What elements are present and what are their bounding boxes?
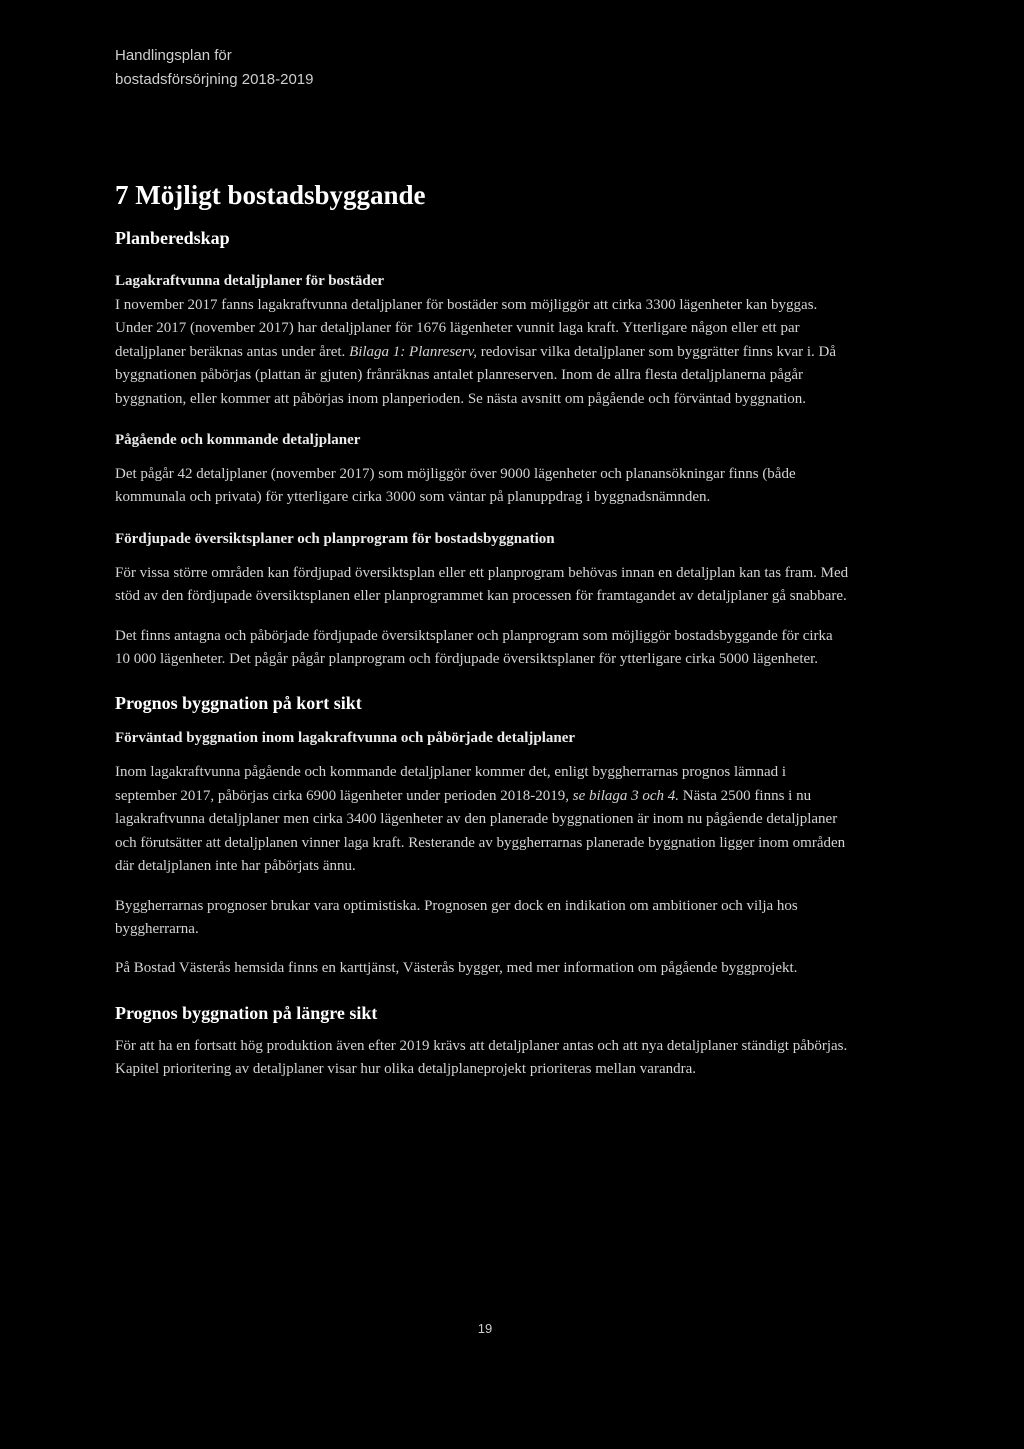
paragraph-text: Inom lagakraftvunna pågående och kommande detaljplaner kommer det, enligt byggherrarnas prognos lämnad i september 2017, påbörjas cirka 6900 lägenheter under perioden 2018-2019, — [115, 764, 787, 804]
paragraph-forvantad-1 — [115, 761, 850, 878]
subheading-fordjupade: Fördjupade översiktsplaner och planprogram för bostadsbyggnation — [115, 530, 555, 547]
section-heading-langre-sikt: Prognos byggnation på längre sikt — [115, 1002, 378, 1023]
paragraph-text: I november 2017 fanns lagakraftvunna detaljplaner för bostäder som möjliggör att cirka 3300 lägenheter kan byggas. Under 2017 (november 2017) har detaljplaner för 1676 lägenheter vunnit laga kraft. Ytterligare någon eller ett par detaljplaner beräknas antas under året. — [115, 297, 818, 360]
section-heading-kort-sikt: Prognos byggnation på kort sikt — [115, 693, 362, 714]
subheading-pagaende: Pågående och kommande detaljplaner — [115, 432, 361, 449]
paragraph-langre-sikt: För att ha en fortsatt hög produktion även efter 2019 krävs att detaljplaner antas och att nya detaljplaner ständigt påbörjas. Kapitel prioritering av detaljplaner visar hur olika detaljplaneprojekt prioriteras mellan varandra. — [115, 1037, 848, 1078]
running-header-line-1: Handlingsplan för — [115, 47, 232, 64]
page-body — [115, 178, 850, 1082]
paragraph-text-continued: redovisar vilka detaljplaner som byggrätter finns kvar i. Då byggnationen påbörjas (plattan är gjuten) frånräknas antalet planreserven. Inom de allra flesta detaljplanerna pågår byggnation, eller kommer att påbörjas inom planperioden. Se nästa avsnitt om pågående och förväntad byggnation. — [115, 343, 837, 407]
running-header-line-2: bostadsförsörjning 2018-2019 — [115, 71, 314, 88]
subheading-forvantad: Förväntad byggnation inom lagakraftvunna och påbörjade detaljplaner — [115, 730, 576, 747]
paragraph-forvantad-2: Byggherrarnas prognoser brukar vara optimistiska. Prognosen ger dock en indikation om ambitioner och vilja hos byggherrarna. — [115, 897, 798, 937]
paragraph-lagakraftvunna — [115, 294, 850, 411]
reference-bilaga-1: Bilaga 1: Planreserv, — [349, 343, 477, 360]
paragraph-text-continued: Nästa 2500 finns i nu lagakraftvunna detaljplaner men cirka 3400 lägenheter av den planerade byggnationen är inom nu pågående detaljplaner och förutsätter att detaljplanen vinner laga kraft. Resterande av byggherrarnas planerade byggnation ligger inom områden där detaljplanen inte har påbörjats ännu. — [115, 787, 846, 875]
running-header — [115, 44, 313, 92]
paragraph-fordjupade-2: Det finns antagna och påbörjade fördjupade översiktsplaner och planprogram som möjliggör bostadsbyggande för cirka 10 000 lägenheter. Det pågår pågår planprogram och fördjupade översiktsplaner för ytterligare cirka 5000 lägenheter. — [115, 627, 833, 668]
chapter-title: 7 Möjligt bostadsbyggande — [115, 180, 426, 210]
reference-bilaga-3-4: se bilaga 3 och 4. — [572, 787, 680, 804]
paragraph-pagaende: Det pågår 42 detaljplaner (november 2017) som möjliggör över 9000 lägenheter och planansökningar finns (både kommunala och privata) för ytterligare cirka 3000 som väntar på planuppdrag i byggnadsnämnden. — [115, 466, 796, 506]
subheading-lagakraftvunna: Lagakraftvunna detaljplaner för bostäder — [115, 273, 385, 289]
paragraph-forvantad-3: På Bostad Västerås hemsida finns en karttjänst, Västerås bygger, med mer information om pågående byggprojekt. — [115, 960, 798, 977]
section-heading-planberedskap: Planberedskap — [115, 228, 230, 248]
page-number: 19 — [477, 1321, 493, 1336]
paragraph-fordjupade-1: För vissa större områden kan fördjupad översiktsplan eller ett planprogram behövas innan en detaljplan kan tas fram. Med stöd av den fördjupade översiktsplanen eller planprogrammet kan processen för framtagandet av detaljplaner gå snabbare. — [115, 564, 849, 605]
